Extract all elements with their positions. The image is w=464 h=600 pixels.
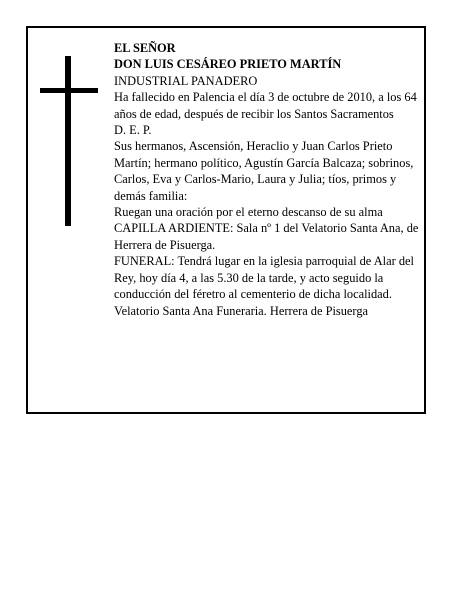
cross-vertical-bar bbox=[65, 56, 71, 226]
cross-horizontal-bar bbox=[40, 88, 98, 93]
family-list: Sus hermanos, Ascensión, Heraclio y Juan Carlos Prieto Martín; hermano político, Agustín García Balcaza; sobrinos, Carlos, Eva y Carlos-Mario, Laura y Julia; tíos, primos y demás familia: bbox=[114, 139, 414, 203]
death-announcement: Ha fallecido en Palencia el día 3 de octubre de 2010, a los 64 años de edad, después de recibir los Santos Sacramentos bbox=[114, 90, 417, 121]
chapel-info: CAPILLA ARDIENTE: Sala nº 1 del Velatorio Santa Ana, de Herrera de Pisuerga. bbox=[114, 221, 419, 252]
obituary-notice bbox=[26, 26, 426, 414]
funeral-info: FUNERAL: Tendrá lugar en la iglesia parroquial de Alar del Rey, hoy día 4, a las 5.30 de la tarde, y acto seguido la conducción del féretro al cementerio de dicha localidad. bbox=[114, 254, 414, 302]
deceased-name: DON LUIS CESÁREO PRIETO MARTÍN bbox=[114, 57, 342, 72]
prayer-request: Ruegan una oración por el eterno descanso de su alma bbox=[114, 205, 383, 220]
rip-line: D. E. P. bbox=[114, 123, 152, 138]
notice-title: EL SEÑOR bbox=[114, 41, 176, 55]
deceased-occupation: INDUSTRIAL PANADERO bbox=[114, 73, 258, 88]
funeral-home: Velatorio Santa Ana Funeraria. Herrera de Pisuerga bbox=[114, 303, 369, 318]
cross-icon bbox=[40, 56, 98, 226]
notice-text-block bbox=[114, 40, 420, 319]
